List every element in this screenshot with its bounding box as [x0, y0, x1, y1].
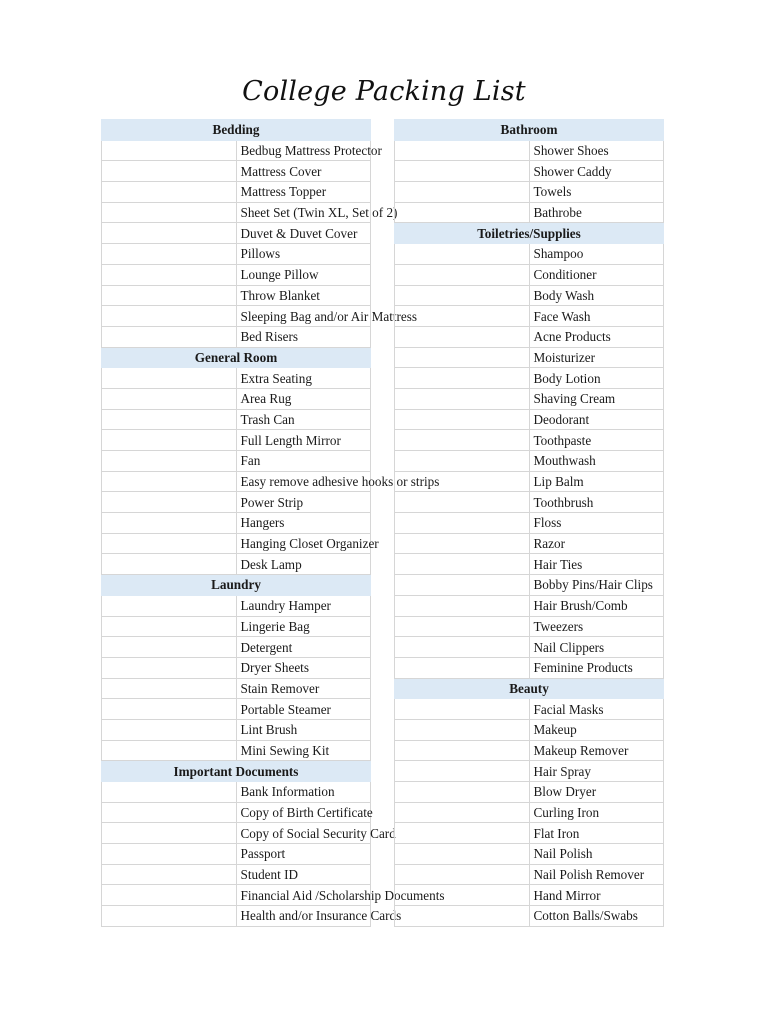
checkbox-cell[interactable]: [102, 492, 237, 513]
checkbox-cell[interactable]: [395, 885, 530, 906]
checklist-item-label: Bobby Pins/Hair Clips: [529, 575, 664, 596]
checklist-row: [102, 492, 371, 513]
checklist-item-label: Body Lotion: [529, 368, 664, 389]
checkbox-cell[interactable]: [102, 471, 237, 492]
checklist-row: [102, 802, 371, 823]
checkbox-cell[interactable]: [395, 388, 530, 409]
checklist-row: [102, 782, 371, 803]
checklist-item-label: Curling Iron: [529, 802, 664, 823]
checklist-row: [395, 637, 664, 658]
checklist-item-label: Razor: [529, 533, 664, 554]
checkbox-cell[interactable]: [395, 285, 530, 306]
checklist-item-label: Mattress Cover: [236, 161, 371, 182]
checklist-row: [102, 637, 371, 658]
checkbox-cell[interactable]: [102, 202, 237, 223]
checklist-item-label: Toothpaste: [529, 430, 664, 451]
checklist-row: [102, 906, 371, 927]
checkbox-cell[interactable]: [395, 802, 530, 823]
checklist-row: [395, 430, 664, 451]
checklist-row: [395, 409, 664, 430]
checklist-row: [395, 140, 664, 161]
section-header-label: Important Documents: [102, 761, 371, 782]
checkbox-cell[interactable]: [102, 864, 237, 885]
checklist-item-label: Towels: [529, 182, 664, 203]
checkbox-cell[interactable]: [102, 513, 237, 534]
checkbox-cell[interactable]: [395, 202, 530, 223]
checklist-item-label: Face Wash: [529, 306, 664, 327]
checklist-row: [102, 554, 371, 575]
page-title: College Packing List: [242, 76, 526, 107]
checkbox-cell[interactable]: [102, 906, 237, 927]
checklist-row: [395, 823, 664, 844]
checklist-row: [395, 388, 664, 409]
checklist-item-label: Hair Spray: [529, 761, 664, 782]
checklist-row: [102, 409, 371, 430]
checkbox-cell[interactable]: [395, 657, 530, 678]
checkbox-cell[interactable]: [102, 409, 237, 430]
checkbox-cell[interactable]: [395, 595, 530, 616]
checklist-row: [395, 864, 664, 885]
checklist-item-label: Cotton Balls/Swabs: [529, 906, 664, 927]
checklist-item-label: Lip Balm: [529, 471, 664, 492]
checklist-row: [102, 595, 371, 616]
checkbox-cell[interactable]: [395, 471, 530, 492]
left-checklist-table: [101, 119, 445, 927]
checklist-row: [395, 740, 664, 761]
checklist-row: [395, 761, 664, 782]
checklist-item-label: Makeup Remover: [529, 740, 664, 761]
checklist-item-label: Feminine Products: [529, 657, 664, 678]
checklist-item-label: Mattress Topper: [236, 182, 371, 203]
checklist-row: [102, 368, 371, 389]
checkbox-cell[interactable]: [395, 844, 530, 865]
checkbox-cell[interactable]: [102, 244, 237, 265]
checklist-item-label: Toothbrush: [529, 492, 664, 513]
checkbox-cell[interactable]: [102, 657, 237, 678]
checklist-row: [395, 264, 664, 285]
section-header-label: Toiletries/Supplies: [395, 223, 664, 244]
checklist-item-label: Pillows: [236, 244, 371, 265]
checklist-row: [395, 202, 664, 223]
checkbox-cell[interactable]: [102, 678, 237, 699]
checkbox-cell[interactable]: [102, 451, 237, 472]
checkbox-cell[interactable]: [395, 864, 530, 885]
checkbox-cell[interactable]: [102, 802, 237, 823]
checklist-item-label: Shower Shoes: [529, 140, 664, 161]
checklist-row: [395, 451, 664, 472]
checklist-row: [102, 140, 371, 161]
checklist-item-label: Shampoo: [529, 244, 664, 265]
checklist-row: [102, 844, 371, 865]
checklist-item-label: Shaving Cream: [529, 388, 664, 409]
checklist-item-label: Dryer Sheets: [236, 657, 371, 678]
checklist-item-label: Hand Mirror: [529, 885, 664, 906]
checklist-item-label: Bathrobe: [529, 202, 664, 223]
checkbox-cell[interactable]: [395, 761, 530, 782]
checklist-row: [102, 451, 371, 472]
checklist-item-label: Lingerie Bag: [236, 616, 371, 637]
checklist-item-label: Fan: [236, 451, 371, 472]
checklist-row: [102, 244, 371, 265]
section-header: [395, 120, 664, 141]
checklist-row: [102, 182, 371, 203]
checklist-item-label: Flat Iron: [529, 823, 664, 844]
checklist-row: [102, 885, 371, 906]
checkbox-cell[interactable]: [395, 533, 530, 554]
checkbox-cell[interactable]: [395, 306, 530, 327]
checklist-row: [102, 678, 371, 699]
checklist-row: [102, 657, 371, 678]
section-header: [102, 761, 371, 782]
checklist-row: [102, 430, 371, 451]
checklist-row: [395, 182, 664, 203]
checklist-row: [395, 368, 664, 389]
checkbox-cell[interactable]: [102, 844, 237, 865]
checkbox-cell[interactable]: [102, 595, 237, 616]
checklist-item-label: Laundry Hamper: [236, 595, 371, 616]
checklist-item-label: Moisturizer: [529, 347, 664, 368]
checklist-item-label: Sheet Set (Twin XL, Set of 2): [236, 202, 371, 223]
checklist-item-label: Body Wash: [529, 285, 664, 306]
checkbox-cell[interactable]: [395, 554, 530, 575]
checkbox-cell[interactable]: [102, 368, 237, 389]
checkbox-cell[interactable]: [395, 347, 530, 368]
checklist-row: [102, 202, 371, 223]
checklist-item-label: Throw Blanket: [236, 285, 371, 306]
checklist-item-label: Nail Polish: [529, 844, 664, 865]
checklist-row: [395, 657, 664, 678]
checklist-item-label: Easy remove adhesive hooks or strips: [236, 471, 371, 492]
checklist-item-label: Desk Lamp: [236, 554, 371, 575]
section-header-label: Beauty: [395, 678, 664, 699]
checklist-row: [102, 740, 371, 761]
checklist-row: [395, 285, 664, 306]
checkbox-cell[interactable]: [102, 533, 237, 554]
checklist-item-label: Nail Clippers: [529, 637, 664, 658]
checklist-item-label: Bank Information: [236, 782, 371, 803]
section-header-label: Bedding: [102, 120, 371, 141]
checkbox-cell[interactable]: [395, 575, 530, 596]
checklist-row: [395, 595, 664, 616]
checkbox-cell[interactable]: [102, 885, 237, 906]
checklist-item-label: Sleeping Bag and/or Air Mattress: [236, 306, 371, 327]
checkbox-cell[interactable]: [102, 182, 237, 203]
checkbox-cell[interactable]: [102, 740, 237, 761]
checklist-item-label: Lounge Pillow: [236, 264, 371, 285]
checklist-item-label: Hangers: [236, 513, 371, 534]
checklist-row: [102, 616, 371, 637]
checklist-item-label: Copy of Social Security Card: [236, 823, 371, 844]
section-header: [395, 223, 664, 244]
checklist-row: [102, 223, 371, 244]
checklist-row: [395, 471, 664, 492]
checklist-item-label: Full Length Mirror: [236, 430, 371, 451]
checklist-row: [395, 306, 664, 327]
checklist-item-label: Area Rug: [236, 388, 371, 409]
checklist-item-label: Duvet & Duvet Cover: [236, 223, 371, 244]
checklist-row: [102, 326, 371, 347]
checkbox-cell[interactable]: [395, 782, 530, 803]
checkbox-cell[interactable]: [102, 223, 237, 244]
checklist-item-label: Bedbug Mattress Protector: [236, 140, 371, 161]
checklist-item-label: Nail Polish Remover: [529, 864, 664, 885]
checklist-item-label: Extra Seating: [236, 368, 371, 389]
checkbox-cell[interactable]: [395, 244, 530, 265]
checkbox-cell[interactable]: [395, 637, 530, 658]
checklist-item-label: Makeup: [529, 719, 664, 740]
checklist-item-label: Passport: [236, 844, 371, 865]
checkbox-cell[interactable]: [395, 264, 530, 285]
checklist-item-label: Financial Aid /Scholarship Documents: [236, 885, 371, 906]
checklist-row: [395, 885, 664, 906]
checklist-item-label: Copy of Birth Certificate: [236, 802, 371, 823]
checklist-row: [395, 244, 664, 265]
checklist-item-label: Student ID: [236, 864, 371, 885]
checkbox-cell[interactable]: [395, 182, 530, 203]
checklist-row: [102, 161, 371, 182]
checkbox-cell[interactable]: [102, 430, 237, 451]
checkbox-cell[interactable]: [395, 492, 530, 513]
checklist-row: [395, 492, 664, 513]
section-header-label: General Room: [102, 347, 371, 368]
checkbox-cell[interactable]: [102, 616, 237, 637]
right-checklist-table: [394, 119, 664, 927]
checkbox-cell[interactable]: [395, 140, 530, 161]
section-header: [102, 575, 371, 596]
checklist-row: [395, 906, 664, 927]
checkbox-cell[interactable]: [395, 616, 530, 637]
checklist-item-label: Hanging Closet Organizer: [236, 533, 371, 554]
checklist-row: [395, 782, 664, 803]
section-header-label: Bathroom: [395, 120, 664, 141]
checklist-row: [102, 388, 371, 409]
checklist-row: [102, 471, 371, 492]
checklist-item-label: Mini Sewing Kit: [236, 740, 371, 761]
checklist-item-label: Hair Brush/Comb: [529, 595, 664, 616]
checkbox-cell[interactable]: [395, 161, 530, 182]
checkbox-cell[interactable]: [395, 719, 530, 740]
checklist-row: [395, 554, 664, 575]
checkbox-cell[interactable]: [102, 306, 237, 327]
checklist-row: [102, 264, 371, 285]
checklist-item-label: Lint Brush: [236, 719, 371, 740]
checklist-item-label: Detergent: [236, 637, 371, 658]
checklist-row: [102, 513, 371, 534]
checklist-row: [102, 285, 371, 306]
checkbox-cell[interactable]: [102, 699, 237, 720]
checklist-item-label: Blow Dryer: [529, 782, 664, 803]
checkbox-cell[interactable]: [395, 430, 530, 451]
checkbox-cell[interactable]: [102, 326, 237, 347]
checklist-row: [395, 533, 664, 554]
checklist-item-label: Health and/or Insurance Cards: [236, 906, 371, 927]
checklist-item-label: Hair Ties: [529, 554, 664, 575]
checklist-row: [395, 844, 664, 865]
section-header: [102, 120, 371, 141]
checkbox-cell[interactable]: [395, 326, 530, 347]
section-header: [395, 678, 664, 699]
checklist-row: [102, 823, 371, 844]
checkbox-cell[interactable]: [395, 451, 530, 472]
checkbox-cell[interactable]: [395, 513, 530, 534]
checklist-row: [395, 616, 664, 637]
checklist-row: [102, 719, 371, 740]
checkbox-cell[interactable]: [102, 161, 237, 182]
checklist-row: [395, 719, 664, 740]
checklist-item-label: Shower Caddy: [529, 161, 664, 182]
checklist-item-label: Facial Masks: [529, 699, 664, 720]
checklist-row: [102, 699, 371, 720]
section-header-label: Laundry: [102, 575, 371, 596]
checklist-item-label: Floss: [529, 513, 664, 534]
checkbox-cell[interactable]: [102, 264, 237, 285]
checklist-item-label: Bed Risers: [236, 326, 371, 347]
checkbox-cell[interactable]: [395, 368, 530, 389]
checklist-row: [102, 533, 371, 554]
checklist-row: [395, 347, 664, 368]
checklist-row: [395, 802, 664, 823]
checklist-item-label: Conditioner: [529, 264, 664, 285]
checklist-row: [395, 161, 664, 182]
checklist-item-label: Deodorant: [529, 409, 664, 430]
section-header: [102, 347, 371, 368]
checkbox-cell[interactable]: [395, 906, 530, 927]
checklist-row: [395, 513, 664, 534]
checklist-item-label: Stain Remover: [236, 678, 371, 699]
checkbox-cell[interactable]: [102, 140, 237, 161]
checkbox-cell[interactable]: [102, 823, 237, 844]
checklist-item-label: Tweezers: [529, 616, 664, 637]
checkbox-cell[interactable]: [102, 285, 237, 306]
checklist-item-label: Acne Products: [529, 326, 664, 347]
checkbox-cell[interactable]: [395, 699, 530, 720]
checkbox-cell[interactable]: [102, 388, 237, 409]
checklist-item-label: Portable Steamer: [236, 699, 371, 720]
checklist-row: [102, 306, 371, 327]
checkbox-cell[interactable]: [102, 782, 237, 803]
checklist-item-label: Power Strip: [236, 492, 371, 513]
checkbox-cell[interactable]: [395, 740, 530, 761]
checklist-row: [395, 326, 664, 347]
checklist-row: [102, 864, 371, 885]
checkbox-cell[interactable]: [395, 823, 530, 844]
checkbox-cell[interactable]: [395, 409, 530, 430]
checklist-item-label: Trash Can: [236, 409, 371, 430]
checklist-row: [395, 575, 664, 596]
checkbox-cell[interactable]: [102, 637, 237, 658]
checkbox-cell[interactable]: [102, 554, 237, 575]
checkbox-cell[interactable]: [102, 719, 237, 740]
checklist-item-label: Mouthwash: [529, 451, 664, 472]
checklist-row: [395, 699, 664, 720]
